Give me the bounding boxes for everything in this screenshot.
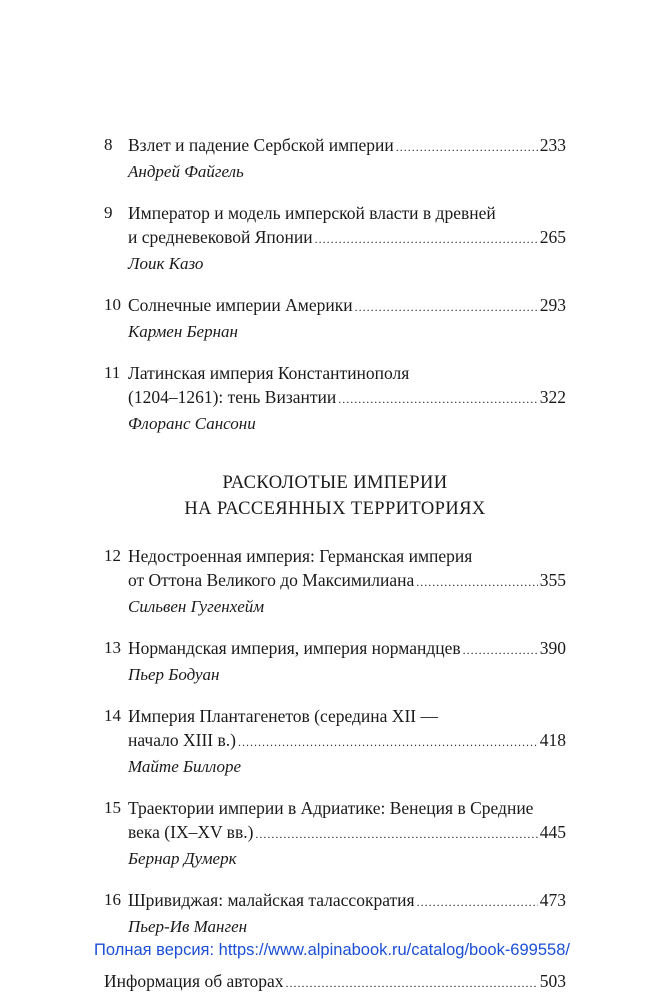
toc-entry-16[interactable]	[104, 888, 566, 939]
chapter-title-continued: (1204–1261): тень Византии	[128, 387, 337, 407]
toc-entry-10[interactable]	[104, 293, 566, 344]
page-number: 322	[539, 387, 566, 407]
chapter-number: 13	[104, 638, 121, 657]
chapter-title-line	[128, 133, 566, 159]
page-number: 418	[539, 730, 566, 750]
chapter-title-line	[128, 820, 566, 846]
chapter-title: Траектории империи в Адриатике: Венеция в Средние	[128, 798, 534, 818]
page-number: 233	[539, 135, 566, 155]
chapter-author: Флоранс Сансони	[128, 414, 256, 433]
chapter-title-line	[128, 293, 566, 319]
chapter-author: Кармен Бернан	[128, 322, 238, 341]
chapter-title-continued: и средневековой Японии	[128, 227, 313, 247]
chapter-title: Империя Плантагенетов (середина XII —	[128, 706, 438, 726]
page-number: 293	[539, 295, 566, 315]
toc-entry-authors-info[interactable]	[104, 969, 566, 995]
section-heading-line-1: РАСКОЛОТЫЕ ИМПЕРИИ	[222, 473, 448, 493]
chapter-title-continued: века (IX–XV вв.)	[128, 822, 254, 842]
chapter-title: Латинская империя Константинополя	[128, 363, 410, 383]
chapter-title-line	[128, 728, 566, 754]
chapter-title: Взлет и падение Сербской империи	[128, 135, 394, 155]
chapter-title: Недостроенная империя: Германская империя	[128, 546, 473, 566]
chapter-number: 9	[104, 203, 113, 222]
page-number: 473	[539, 890, 566, 910]
chapter-title: Солнечные империи Америки	[128, 295, 353, 315]
chapter-title-line	[128, 568, 566, 594]
chapter-title-line	[128, 361, 566, 385]
chapter-author: Сильвен Гугенхейм	[128, 597, 265, 616]
section-heading	[104, 470, 566, 522]
chapter-title-line	[128, 225, 566, 251]
leader-dots	[417, 890, 538, 914]
page-number: 503	[539, 971, 566, 991]
page-number: 390	[539, 638, 566, 658]
toc-entry-9[interactable]	[104, 201, 566, 276]
leader-dots	[255, 822, 537, 846]
chapter-title-line	[128, 888, 566, 914]
authors-info-line	[104, 969, 566, 995]
leader-dots	[396, 135, 538, 159]
leader-dots	[338, 387, 538, 411]
page-number: 445	[539, 822, 566, 842]
chapter-number: 16	[104, 890, 121, 909]
chapter-title-line	[128, 201, 566, 225]
chapter-title-line	[128, 385, 566, 411]
chapter-number: 10	[104, 295, 121, 314]
chapter-title: Нормандская империя, империя нормандцев	[128, 638, 461, 658]
leader-dots	[355, 295, 538, 319]
chapter-author: Пьер-Ив Манген	[128, 917, 248, 936]
leader-dots	[315, 227, 538, 251]
section-heading-line-2: НА РАССЕЯННЫХ ТЕРРИТОРИЯХ	[184, 499, 486, 519]
toc-entry-14[interactable]	[104, 704, 566, 779]
toc-entry-12[interactable]	[104, 544, 566, 619]
chapter-number: 11	[104, 363, 121, 382]
chapter-number: 12	[104, 546, 121, 565]
chapter-number: 14	[104, 706, 121, 725]
chapter-author: Пьер Бодуан	[128, 665, 220, 684]
chapter-title-line	[128, 796, 566, 820]
leader-dots	[463, 638, 538, 662]
chapter-title-line	[128, 636, 566, 662]
toc-entry-15[interactable]	[104, 796, 566, 871]
chapter-title: Шривиджая: малайская талассократия	[128, 890, 415, 910]
chapter-author: Андрей Файгель	[128, 162, 244, 181]
page-number: 355	[539, 570, 566, 590]
chapter-author: Лоик Казо	[128, 254, 204, 273]
chapter-number: 8	[104, 135, 113, 154]
leader-dots	[238, 730, 538, 754]
table-of-contents	[104, 133, 566, 995]
page-number: 265	[539, 227, 566, 247]
authors-info-label: Информация об авторах	[104, 971, 284, 991]
chapter-title-continued: от Оттона Великого до Максимилиана	[128, 570, 415, 590]
chapter-title-line	[128, 704, 566, 728]
toc-entry-11[interactable]	[104, 361, 566, 436]
leader-dots	[286, 971, 538, 995]
chapter-author: Бернар Думерк	[128, 849, 237, 868]
chapter-title-continued: начало XIII в.)	[128, 730, 236, 750]
leader-dots	[416, 570, 537, 594]
toc-entry-8[interactable]	[104, 133, 566, 184]
toc-entry-13[interactable]	[104, 636, 566, 687]
chapter-number: 15	[104, 798, 121, 817]
chapter-title: Император и модель имперской власти в древней	[128, 203, 496, 223]
chapter-author: Майте Биллоре	[128, 757, 242, 776]
full-version-link[interactable]: Полная версия: https://www.alpinabook.ru/catalog/book-699558/	[94, 941, 570, 959]
chapter-title-line	[128, 544, 566, 568]
